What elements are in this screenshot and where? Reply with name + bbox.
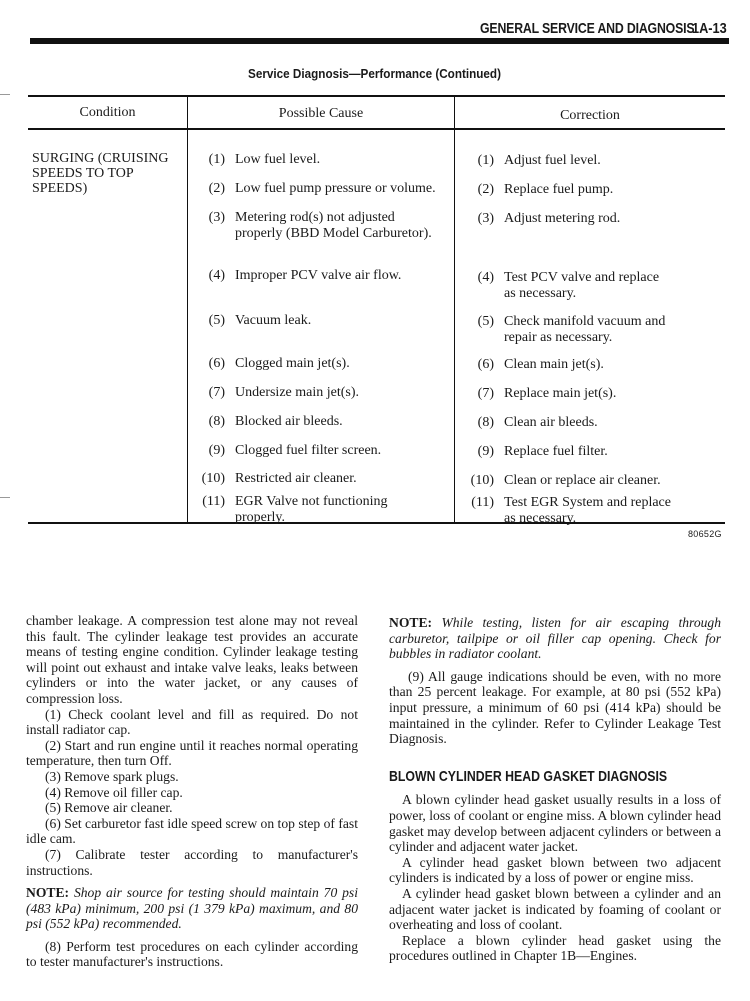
correction-item-number: (3) (477, 211, 494, 226)
correction-item-line: Replace main jet(s). (504, 386, 617, 401)
figure-code: 80652G (688, 529, 722, 539)
cause-item-text (235, 494, 388, 526)
cause-item-text (235, 210, 432, 242)
left-column (26, 613, 358, 970)
cause-item-text (235, 313, 311, 329)
intro-paragraph: chamber leakage. A compression test alone may not reveal this fault. The cylinder leakage test provides an accurate means of testing engine condition. Cylinder leakage testing will point out exhaust and intake valve leaks, leaks between cylinders or into the water jacket, or any causes of compression loss. (26, 613, 358, 706)
correction-item-number: (6) (477, 357, 494, 372)
step-6: (6) Set carburetor fast idle speed screw on top step of fast idle cam. (26, 815, 358, 847)
correction-item-line: as necessary. (504, 286, 577, 301)
correction-item-text (504, 386, 616, 402)
cause-item-line: Low fuel pump pressure or volume. (235, 181, 436, 196)
correction-item-number: (9) (477, 444, 494, 459)
correction-item-line: Replace fuel filter. (504, 444, 608, 459)
correction-item-text (504, 415, 598, 431)
cause-item-number: (8) (208, 414, 225, 429)
cause-item-text (235, 443, 381, 459)
table-title (0, 66, 750, 81)
correction-item-line: Replace fuel pump. (504, 182, 614, 197)
step-8: (8) Perform test procedures on each cylinder according to tester manufacturer's instructions. (26, 938, 358, 970)
cause-item-number: (2) (208, 181, 225, 196)
cause-item-number: (4) (208, 268, 225, 283)
column-divider-1 (187, 96, 188, 523)
cause-item-line: Vacuum leak. (235, 313, 312, 328)
running-header-title: GENERAL SERVICE AND DIAGNOSIS (480, 20, 695, 37)
correction-item-text (504, 495, 671, 527)
correction-item-text (504, 473, 661, 489)
column-divider-2 (454, 96, 455, 523)
cause-item-number: (9) (208, 443, 225, 458)
note-label: NOTE: (389, 615, 433, 630)
cause-item-line: Metering rod(s) not adjusted (235, 210, 395, 225)
correction-item-number: (8) (477, 415, 494, 430)
correction-item-number: (5) (477, 314, 494, 329)
cause-item-number: (10) (201, 471, 225, 486)
cause-item-line: Low fuel level. (235, 152, 321, 167)
table-header-rule (28, 128, 725, 130)
cause-item-line: Clogged main jet(s). (235, 356, 350, 371)
gasket-paragraph-4: Replace a blown cylinder head gasket using the procedures outlined in Chapter 1B—Engines. (389, 932, 721, 964)
step-3: (3) Remove spark plugs. (45, 768, 179, 784)
note-text: While testing, listen for air escaping through carburetor, tailpipe or oil filler cap opening. Check for bubbles in radiator coolant. (389, 615, 722, 662)
cause-item-number: (6) (208, 356, 225, 371)
correction-item-line: Test EGR System and replace (504, 495, 671, 510)
correction-item-number: (7) (477, 386, 494, 401)
scan-mark (0, 94, 10, 95)
correction-item-number: (1) (477, 153, 494, 168)
shop-air-note (26, 885, 358, 932)
gasket-paragraph-3: A cylinder head gasket blown between a cylinder and an adjacent water jacket is indicated by foaming of coolant or overheating and loss of coolant. (389, 885, 721, 933)
step-1: (1) Check coolant level and fill as required. Do not install radiator cap. (26, 706, 358, 738)
correction-item-number: (11) (471, 495, 494, 510)
cause-item-text (235, 471, 357, 487)
cause-item-line: properly (BBD Model Carburetor). (235, 226, 432, 241)
step-7: (7) Calibrate tester according to manufacturer's instructions. (26, 846, 358, 878)
note-label: NOTE: (26, 885, 70, 901)
gasket-paragraph-2: A cylinder head gasket blown between two adjacent cylinders is indicated by a loss of power or engine miss. (389, 854, 721, 886)
cause-item-line: EGR Valve not functioning (235, 494, 388, 509)
section-heading: BLOWN CYLINDER HEAD GASKET DIAGNOSIS (389, 767, 668, 785)
cause-item-text (235, 268, 401, 284)
cause-item-number: (7) (208, 385, 225, 400)
cause-item-line: properly. (235, 510, 286, 525)
cause-item-line: Undersize main jet(s). (235, 385, 360, 400)
correction-item-text (504, 444, 608, 460)
cause-item-number: (11) (202, 494, 225, 509)
correction-item-number: (10) (470, 473, 494, 488)
correction-item-text (504, 314, 665, 346)
column-header-possible-cause: Possible Cause (278, 106, 364, 121)
correction-item-number: (4) (477, 270, 494, 285)
correction-item-text (504, 153, 601, 169)
step-5: (5) Remove air cleaner. (45, 800, 173, 816)
right-column (389, 613, 721, 964)
correction-item-line: Test PCV valve and replace (504, 270, 660, 285)
cause-item-number: (5) (208, 313, 225, 328)
scan-mark (0, 497, 10, 498)
note-text: Shop air source for testing should maintain 70 psi (483 kPa) minimum, 200 psi (1 379 kPa) maximum, and 80 psi (552 kPa) recommended. (26, 885, 358, 932)
cause-item-text (235, 356, 350, 372)
correction-item-line: Adjust fuel level. (504, 153, 601, 168)
condition-surging: SURGING (CRUISING SPEEDS TO TOP SPEEDS) (32, 151, 169, 196)
gasket-paragraph-1: A blown cylinder head gasket usually results in a loss of power, loss of coolant or engine miss. A blown cylinder head gasket may develop between adjacent cylinders or between a cylinder and adjacent water jacket. (389, 792, 721, 855)
cause-item-number: (1) (208, 152, 225, 167)
correction-item-line: Check manifold vacuum and (504, 314, 666, 329)
cause-item-line: Clogged fuel filter screen. (235, 443, 382, 458)
cause-item-line: Blocked air bleeds. (235, 414, 343, 429)
cause-item-text (235, 385, 359, 401)
cause-item-text (235, 414, 343, 430)
cause-item-text (235, 152, 320, 168)
header-rule (30, 38, 729, 44)
column-header-correction: Correction (560, 108, 620, 123)
correction-item-number: (2) (477, 182, 494, 197)
step-4: (4) Remove oil filler cap. (45, 784, 183, 800)
correction-item-line: Clean air bleeds. (504, 415, 598, 430)
correction-item-text (504, 270, 659, 302)
correction-item-line: repair as necessary. (504, 330, 613, 345)
correction-item-line: Clean main jet(s). (504, 357, 604, 372)
step-2: (2) Start and run engine until it reaches normal operating temperature, then turn Off. (26, 737, 358, 769)
correction-item-text (504, 211, 620, 227)
correction-item-line: Adjust metering rod. (504, 211, 621, 226)
cause-item-number: (3) (208, 210, 225, 225)
cause-item-text (235, 181, 436, 197)
correction-item-line: Clean or replace air cleaner. (504, 473, 661, 488)
page-number: 1A-13 (692, 20, 727, 37)
cause-item-line: Improper PCV valve air flow. (235, 268, 402, 283)
correction-item-line: as necessary. (504, 511, 577, 526)
cause-item-line: Restricted air cleaner. (235, 471, 357, 486)
column-header-condition: Condition (79, 105, 136, 120)
testing-note (389, 615, 721, 662)
correction-item-text (504, 357, 604, 373)
correction-item-text (504, 182, 613, 198)
step-9: (9) All gauge indications should be even, with no more than 25 percent leakage. For example, at 80 psi (552 kPa) input pressure, a minimum of 60 psi (414 kPa) should be maintained in the cylinder. Refer to Cylinder Leakage Test Diagnosis. (389, 668, 721, 747)
table-title-text: Service Diagnosis—Performance (Continued) (248, 66, 502, 81)
table-top-rule (28, 95, 725, 97)
